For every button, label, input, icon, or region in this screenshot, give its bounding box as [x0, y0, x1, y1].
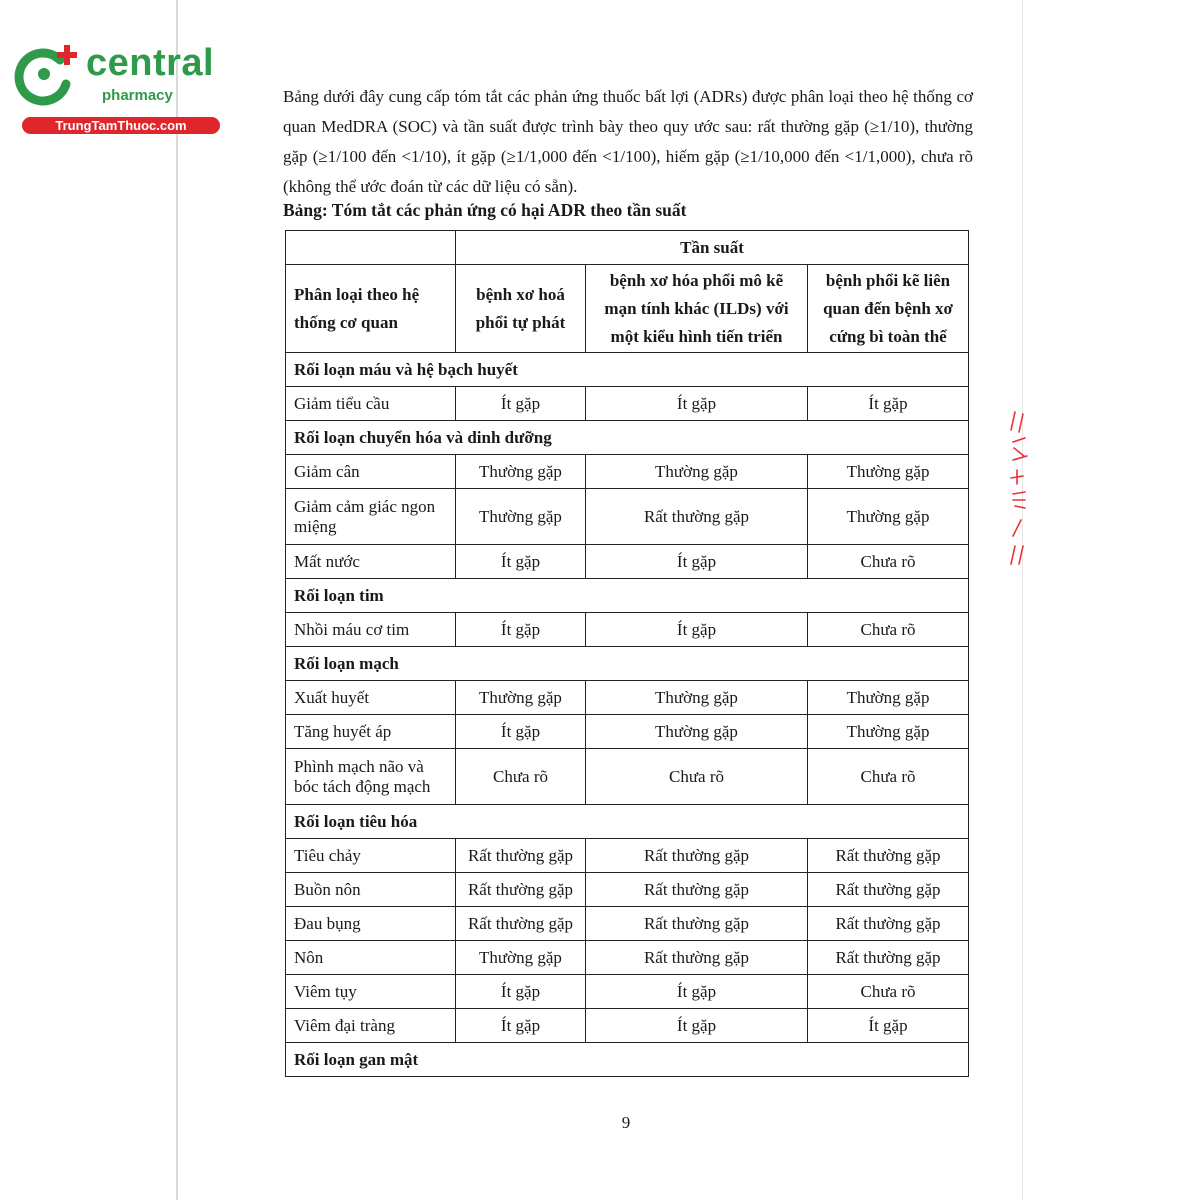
table-row	[286, 613, 969, 647]
freq-ssc-cell: Rất thường gặp	[808, 839, 969, 873]
freq-ilds-cell: Rất thường gặp	[586, 907, 808, 941]
adr-label-cell: Giảm cân	[286, 455, 456, 489]
freq-ssc-cell: Chưa rõ	[808, 613, 969, 647]
table-row	[286, 975, 969, 1009]
table-row	[286, 1009, 969, 1043]
freq-ipf-cell: Chưa rõ	[456, 749, 586, 805]
intro-paragraph: Bảng dưới đây cung cấp tóm tắt các phản ứng thuốc bất lợi (ADRs) được phân loại theo hệ thống cơ quan MedDRA (SOC) và tần suất được trình bày theo quy ước sau: rất thường gặp (≥1/10), thường gặp (≥1/100 đến <1/10), ít gặp (≥1/1,000 đến <1/100), hiếm gặp (≥1/10,000 đến <1/1,000), chưa rõ (không thể ước đoán từ các dữ liệu có sẵn).	[283, 87, 973, 196]
logo-website: TrungTamThuoc.com	[22, 117, 220, 134]
freq-ilds-cell: Rất thường gặp	[586, 839, 808, 873]
table-row	[286, 681, 969, 715]
freq-ilds-cell: Ít gặp	[586, 387, 808, 421]
section-label: Rối loạn máu và hệ bạch huyết	[286, 353, 969, 387]
freq-ssc-cell: Rất thường gặp	[808, 873, 969, 907]
freq-ipf-cell: Thường gặp	[456, 941, 586, 975]
freq-ssc-cell: Chưa rõ	[808, 975, 969, 1009]
freq-ipf-cell: Thường gặp	[456, 489, 586, 545]
table-row	[286, 873, 969, 907]
freq-ssc-cell: Ít gặp	[808, 1009, 969, 1043]
freq-ipf-cell: Ít gặp	[456, 545, 586, 579]
table-row	[286, 455, 969, 489]
freq-ilds-cell: Rất thường gặp	[586, 873, 808, 907]
freq-ilds-cell: Ít gặp	[586, 1009, 808, 1043]
adr-label-cell: Giảm cảm giác ngon miệng	[286, 489, 456, 545]
adr-label-cell: Viêm tụy	[286, 975, 456, 1009]
section-row	[286, 805, 969, 839]
freq-ipf-cell: Ít gặp	[456, 387, 586, 421]
adr-label-cell: Tiêu chảy	[286, 839, 456, 873]
adr-label-cell: Buồn nôn	[286, 873, 456, 907]
freq-ilds-cell: Thường gặp	[586, 681, 808, 715]
freq-ssc-cell: Ít gặp	[808, 387, 969, 421]
freq-ipf-cell: Rất thường gặp	[456, 839, 586, 873]
table-row	[286, 839, 969, 873]
table-row	[286, 715, 969, 749]
section-row	[286, 647, 969, 681]
freq-ssc-cell: Chưa rõ	[808, 545, 969, 579]
header-ilds: bệnh xơ hóa phổi mô kẽ mạn tính khác (ILDs) với một kiểu hình tiến triển	[586, 265, 808, 353]
freq-ilds-cell: Thường gặp	[586, 455, 808, 489]
freq-ilds-cell: Rất thường gặp	[586, 941, 808, 975]
adr-label-cell: Đau bụng	[286, 907, 456, 941]
red-stamp-mark-icon	[1005, 408, 1037, 568]
section-row	[286, 1043, 969, 1077]
central-pharmacy-logo[interactable]	[10, 38, 215, 138]
page-edge-right	[1022, 0, 1023, 1200]
header-ssc-ild: bệnh phổi kẽ liên quan đến bệnh xơ cứng bì toàn thể	[808, 265, 969, 353]
adr-label-cell: Giảm tiểu cầu	[286, 387, 456, 421]
freq-ilds-cell: Thường gặp	[586, 715, 808, 749]
freq-ssc-cell: Chưa rõ	[808, 749, 969, 805]
freq-ssc-cell: Thường gặp	[808, 489, 969, 545]
section-label: Rối loạn gan mật	[286, 1043, 969, 1077]
adr-label-cell: Phình mạch não và bóc tách động mạch	[286, 749, 456, 805]
header-frequency: Tần suất	[456, 231, 969, 265]
freq-ipf-cell: Ít gặp	[456, 975, 586, 1009]
freq-ssc-cell: Thường gặp	[808, 681, 969, 715]
freq-ssc-cell: Rất thường gặp	[808, 907, 969, 941]
adr-label-cell: Nhồi máu cơ tim	[286, 613, 456, 647]
header-empty-cell	[286, 231, 456, 265]
header-soc: Phân loại theo hệ thống cơ quan	[286, 265, 456, 353]
header-row-group	[286, 231, 969, 265]
adr-label-cell: Nôn	[286, 941, 456, 975]
freq-ilds-cell: Ít gặp	[586, 613, 808, 647]
freq-ipf-cell: Ít gặp	[456, 1009, 586, 1043]
freq-ssc-cell: Thường gặp	[808, 455, 969, 489]
page-number: 9	[621, 1113, 631, 1132]
section-label: Rối loạn chuyển hóa và dinh dưỡng	[286, 421, 969, 455]
logo-wordmark: central	[86, 42, 215, 84]
table-row	[286, 489, 969, 545]
pharmacy-cross-logo-icon	[10, 38, 82, 110]
section-row	[286, 353, 969, 387]
section-row	[286, 421, 969, 455]
freq-ilds-cell: Ít gặp	[586, 975, 808, 1009]
section-row	[286, 579, 969, 613]
freq-ssc-cell: Thường gặp	[808, 715, 969, 749]
adr-label-cell: Mất nước	[286, 545, 456, 579]
freq-ssc-cell: Rất thường gặp	[808, 941, 969, 975]
section-label: Rối loạn tim	[286, 579, 969, 613]
page-edge-left	[176, 0, 178, 1200]
table-title: Bảng: Tóm tắt các phản ứng có hại ADR theo tần suất	[283, 200, 687, 220]
page-margin	[0, 0, 178, 1200]
table-row	[286, 387, 969, 421]
header-ipf: bệnh xơ hoá phổi tự phát	[456, 265, 586, 353]
adr-label-cell: Viêm đại tràng	[286, 1009, 456, 1043]
logo-subtitle: pharmacy	[102, 87, 173, 104]
section-label: Rối loạn mạch	[286, 647, 969, 681]
adr-frequency-table	[285, 230, 969, 1077]
section-label: Rối loạn tiêu hóa	[286, 805, 969, 839]
adr-label-cell: Tăng huyết áp	[286, 715, 456, 749]
freq-ilds-cell: Rất thường gặp	[586, 489, 808, 545]
freq-ipf-cell: Thường gặp	[456, 681, 586, 715]
table-row	[286, 941, 969, 975]
table-row	[286, 545, 969, 579]
adr-label-cell: Xuất huyết	[286, 681, 456, 715]
table-row	[286, 907, 969, 941]
freq-ilds-cell: Chưa rõ	[586, 749, 808, 805]
freq-ipf-cell: Thường gặp	[456, 455, 586, 489]
header-row-columns	[286, 265, 969, 353]
freq-ipf-cell: Ít gặp	[456, 715, 586, 749]
table-row	[286, 749, 969, 805]
freq-ipf-cell: Rất thường gặp	[456, 907, 586, 941]
freq-ilds-cell: Ít gặp	[586, 545, 808, 579]
freq-ipf-cell: Ít gặp	[456, 613, 586, 647]
freq-ipf-cell: Rất thường gặp	[456, 873, 586, 907]
